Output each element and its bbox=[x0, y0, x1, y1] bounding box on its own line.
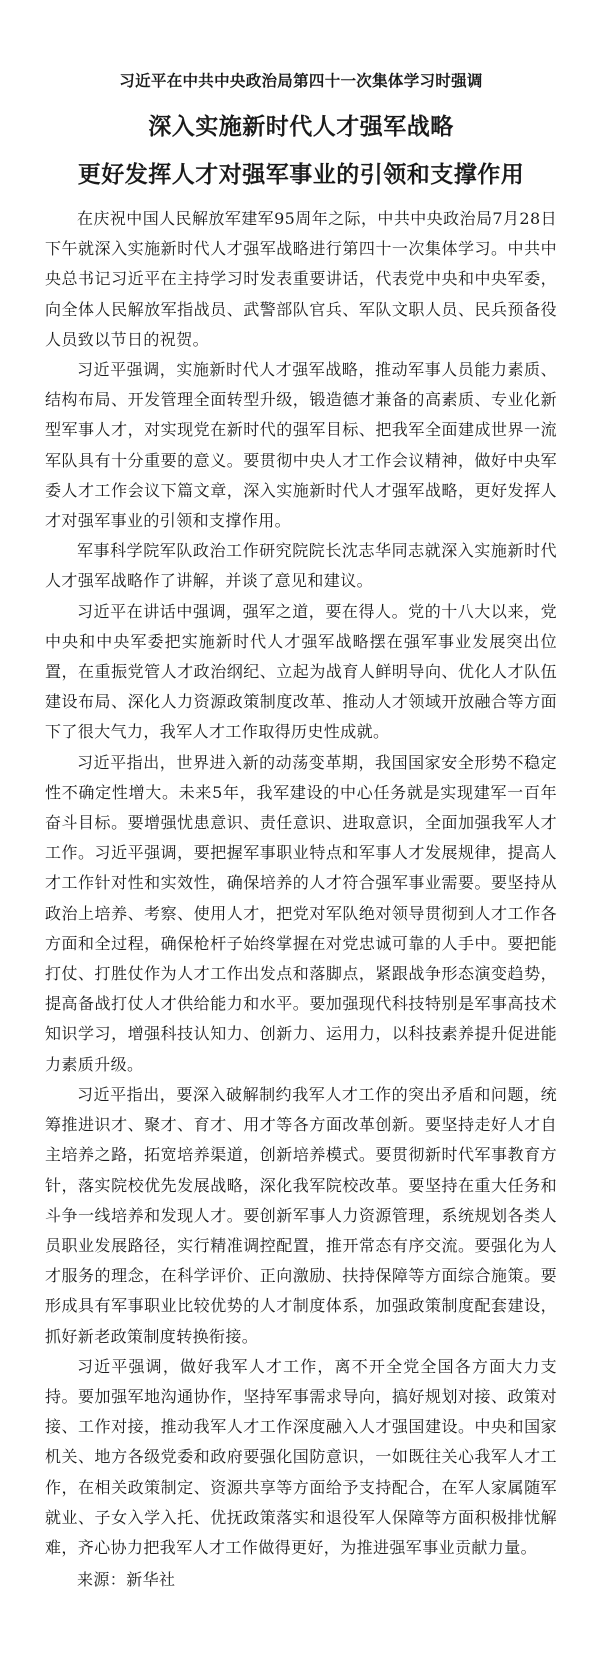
article-paragraph: 习近平指出，世界进入新的动荡变革期，我国国家安全形势不稳定性不确定性增大。未来5年，我军建设的中心任务就是实现建军一百年奋斗目标。要增强忧患意识、责任意识、进取意识，全面加强我军人才工作。习近平强调，要把握军事职业特点和军事人才发展规律，提高人才工作针对性和实效性，确保培养的人才符合强军事业需要。要坚持从政治上培养、考察、使用人才，把党对军队绝对领导贯彻到人才工作各方面和全过程，确保枪杆子始终掌握在对党忠诚可靠的人手中。要把能打仗、打胜仗作为人才工作出发点和落脚点，紧跟战争形态演变趋势，提高备战打仗人才供给能力和水平。要加强现代科技特别是军事高技术知识学习，增强科技认知力、创新力、运用力，以科技素养提升促进能力素质升级。 bbox=[45, 752, 557, 1074]
article-paragraph: 在庆祝中国人民解放军建军95周年之际，中共中央政治局7月28日下午就深入实施新时代人才强军战略进行第四十一次集体学习。中共中央总书记习近平在主持学习时发表重要讲话，代表党中央和中央军委，向全体人民解放军指战员、武警部队官兵、军队文职人员、民兵预备役人员致以节日的祝贺。 bbox=[45, 209, 557, 349]
article-paragraph: 习近平在讲话中强调，强军之道，要在得人。党的十八大以来，党中央和中央军委把实施新时代人才强军战略摆在强军事业发展突出位置，在重振党管人才政治纲纪、立起为战育人鲜明导向、优化人才队伍建设布局、深化人力资源政策制度改革、推动人才领域开放融合等方面下了很大气力，我军人才工作取得历史性成就。 bbox=[45, 601, 557, 742]
article-paragraph: 习近平强调，做好我军人才工作，离不开全党全国各方面大力支持。要加强军地沟通协作，坚持军事需求导向，搞好规划对接、政策对接、工作对接，推动我军人才工作深度融入人才强国建设。中央和国家机关、地方各级党委和政府要强化国防意识，一如既往关心我军人才工作，在相关政策制定、资源共享等方面给予支持配合，在军人家属随军就业、子女入学入托、优抚政策落实和退役军人保障等方面积极排忧解难，齐心协力把我军人才工作做得更好，为推进强军事业贡献力量。 bbox=[45, 1356, 557, 1557]
article-paragraph: 军事科学院军队政治工作研究院院长沈志华同志就深入实施新时代人才强军战略作了讲解，并谈了意见和建议。 bbox=[45, 541, 557, 591]
article-headline-line2: 更好发挥人才对强军事业的引领和支撑作用 bbox=[77, 161, 525, 188]
article-paragraph: 习近平指出，要深入破解制约我军人才工作的突出矛盾和问题，统筹推进识才、聚才、育才、用才等各方面改革创新。要坚持走好人才自主培养之路，拓宽培养渠道，创新培养模式。要贯彻新时代军事教育方针，落实院校优先发展战略，深化我军院校改革。要坚持在重大任务和斗争一线培养和发现人才。要创新军事人力资源管理，系统规划各类人员职业发展路径，实行精准调控配置，推开常态有序交流。要强化为人才服务的理念，在科学评价、正向激励、扶持保障等方面综合施策。要形成具有军事职业比较优势的人才制度体系，加强政策制度配套建设，抓好新老政策制度转换衔接。 bbox=[45, 1084, 557, 1346]
article-paragraph: 习近平强调，实施新时代人才强军战略，推动军事人员能力素质、结构布局、开发管理全面转型升级，锻造德才兼备的高素质、专业化新型军事人才，对实现党在新时代的强军目标、把我军全面建成世界一流军队具有十分重要的意义。要贯彻中央人才工作会议精神，做好中央军委人才工作会议下篇文章，深入实施新时代人才强军战略，更好发挥人才对强军事业的引领和支撑作用。 bbox=[45, 360, 557, 531]
article-kicker: 习近平在中共中央政治局第四十一次集体学习时强调 bbox=[119, 71, 483, 90]
article-body bbox=[45, 204, 557, 1563]
article-source: 来源：新华社 bbox=[77, 1570, 176, 1590]
article-headline-line1: 深入实施新时代人才强军战略 bbox=[148, 113, 454, 140]
